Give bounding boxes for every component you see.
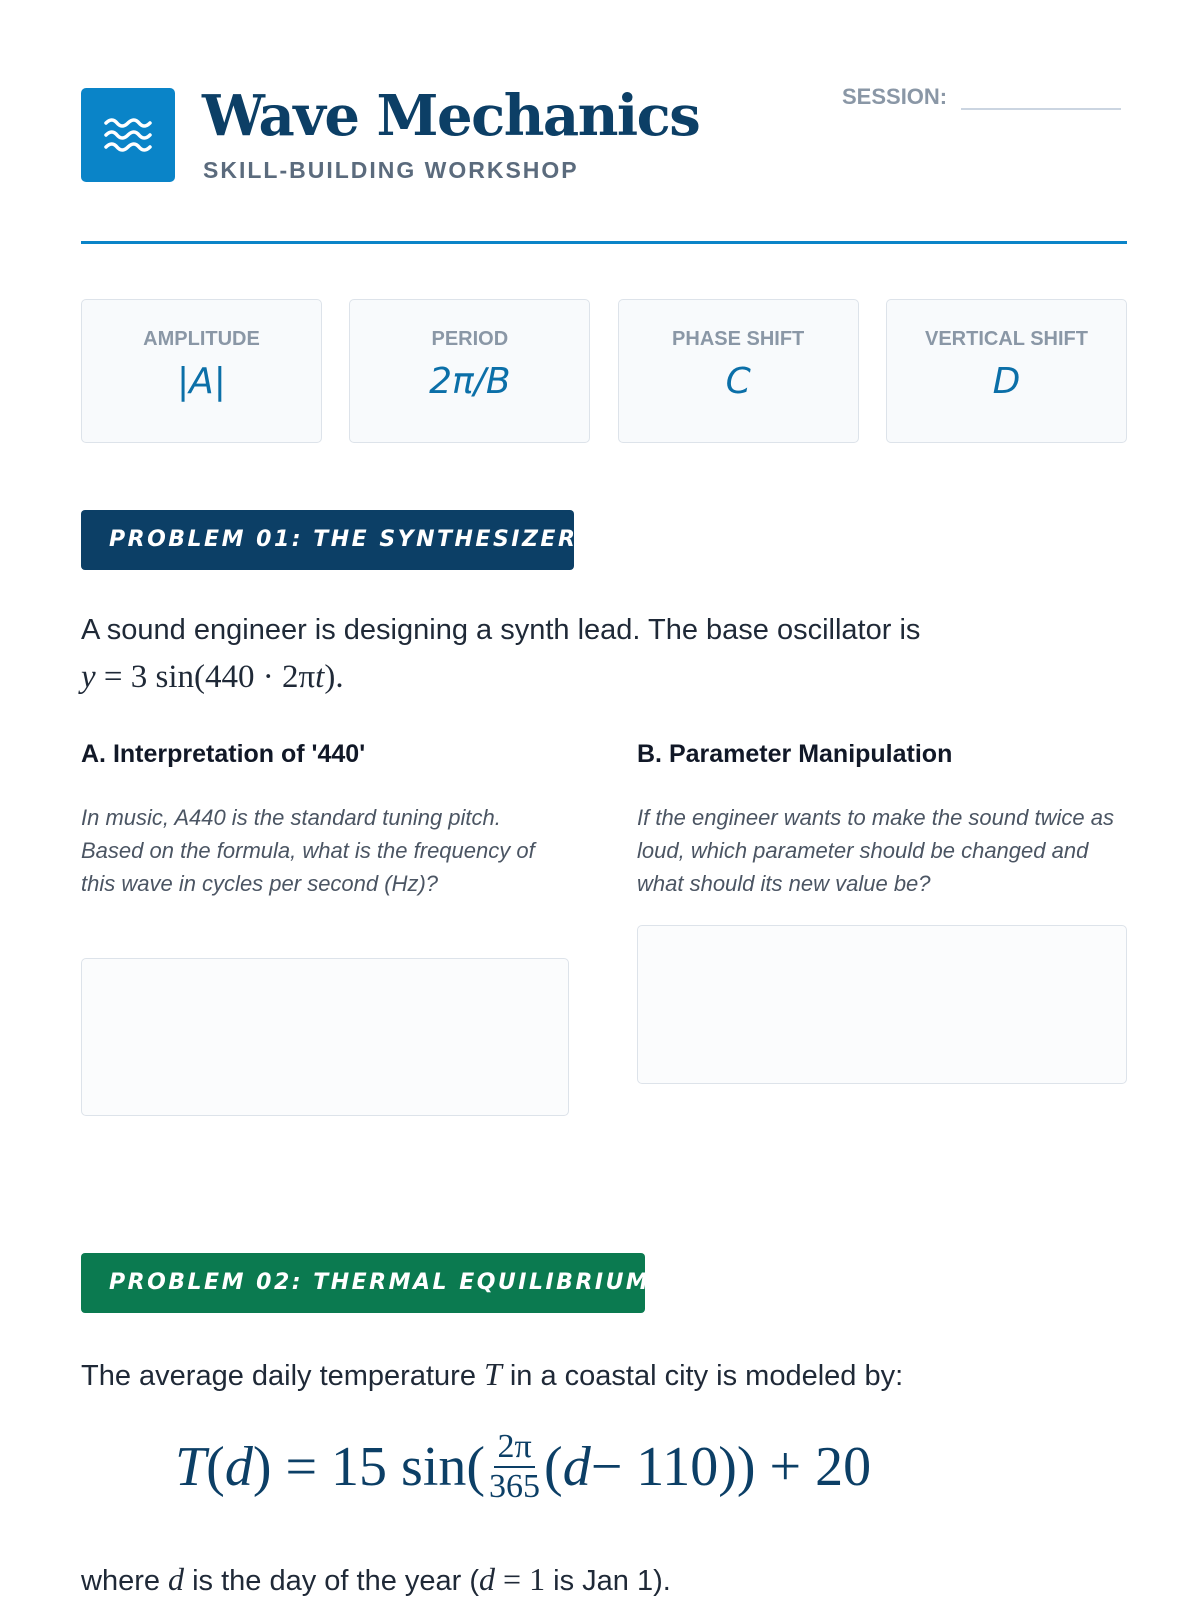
where-eq <box>479 1561 545 1597</box>
equation-end: ). <box>324 659 344 695</box>
formula-fn: T <box>175 1436 207 1498</box>
equation-rhs: = 3 sin(440 · 2π <box>95 659 316 695</box>
param-value: D <box>992 361 1021 402</box>
logo <box>81 88 175 182</box>
param-card-amplitude <box>81 299 322 443</box>
formula-mid: ) = 15 sin( <box>252 1436 486 1498</box>
fraction-numerator: 2π <box>494 1430 534 1468</box>
part-a-answer-box[interactable] <box>81 958 569 1116</box>
param-value: |A| <box>177 361 226 402</box>
formula-arg: d <box>224 1436 253 1498</box>
problem-2-where <box>81 1555 671 1600</box>
intro-text-post: in a coastal city is modeled by: <box>501 1360 904 1392</box>
formula-inner-open: ( <box>544 1436 563 1498</box>
page-subtitle: SKILL-BUILDING WORKSHOP <box>203 157 579 183</box>
part-b-prompt: If the engineer wants to make the sound twice as loud, which parameter should be changed and what should its new value be? <box>637 805 1114 896</box>
param-card-phase-shift <box>618 299 859 443</box>
problem-1-equation <box>81 653 344 702</box>
page-title: Wave Mechanics <box>202 83 700 149</box>
param-card-period <box>349 299 590 443</box>
session-input-line[interactable] <box>961 86 1121 110</box>
param-label: PERIOD <box>431 328 509 350</box>
where-mid: is the day of the year ( <box>184 1565 480 1597</box>
part-b-heading: B. Parameter Manipulation <box>637 740 953 768</box>
part-a-prompt: In music, A440 is the standard tuning pitch. Based on the formula, what is the frequency of this wave in cycles per second (Hz)? <box>81 805 535 896</box>
where-pre: where <box>81 1565 169 1597</box>
problem-1-intro: A sound engineer is designing a synth lead. The base oscillator is <box>81 614 921 646</box>
param-label: AMPLITUDE <box>143 328 260 350</box>
intro-text-pre: The average daily temperature <box>81 1360 484 1392</box>
equation-lhs: y <box>81 659 96 695</box>
formula-open: ( <box>206 1436 225 1498</box>
problem-2-intro <box>81 1350 903 1400</box>
session-field <box>842 84 1121 110</box>
waves-icon <box>102 115 154 155</box>
worksheet-page <box>81 0 1127 1600</box>
formula-fraction <box>489 1430 540 1504</box>
param-label: PHASE SHIFT <box>672 328 805 350</box>
intro-var: T <box>484 1356 502 1392</box>
where-eq-var: d <box>479 1561 496 1597</box>
part-a-heading: A. Interpretation of '440' <box>81 740 366 768</box>
header-divider <box>81 241 1127 244</box>
parameter-cards <box>81 299 1127 443</box>
equation-var: t <box>315 659 325 695</box>
equation-text <box>81 659 344 695</box>
problem-2-banner: PROBLEM 02: THERMAL EQUILIBRIUM <box>81 1253 645 1313</box>
where-post: is Jan 1). <box>545 1565 671 1597</box>
part-b-answer-box[interactable] <box>637 925 1127 1084</box>
session-label: SESSION: <box>842 84 948 109</box>
formula-inner-var: d <box>562 1436 591 1498</box>
fraction-denominator: 365 <box>489 1468 541 1505</box>
param-card-vertical-shift <box>886 299 1127 443</box>
param-label: VERTICAL SHIFT <box>925 328 1088 350</box>
where-var: d <box>168 1561 185 1597</box>
formula-inner-rest: − 110)) + 20 <box>590 1436 872 1498</box>
param-value: 2π/B <box>429 361 511 402</box>
param-value: C <box>725 361 751 402</box>
where-eq-value: = 1 <box>495 1561 546 1597</box>
temperature-formula <box>175 1430 871 1504</box>
problem-1-banner: PROBLEM 01: THE SYNTHESIZER <box>81 510 574 570</box>
